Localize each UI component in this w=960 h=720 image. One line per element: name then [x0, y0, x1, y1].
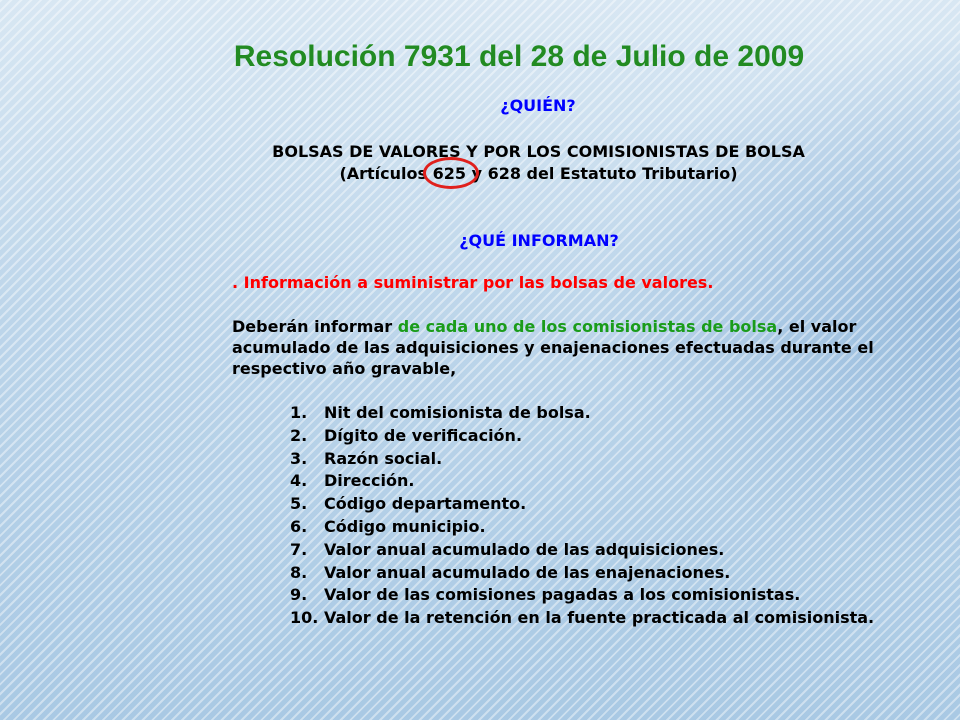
- para-green-text: de cada uno de los comisionistas de bolsa: [397, 317, 778, 336]
- list-item-text: Dirección.: [324, 471, 415, 491]
- list-item-text: Valor anual acumulado de las enajenaciones.: [324, 562, 731, 582]
- list-item: [290, 448, 874, 471]
- list-item-number: 3.: [290, 448, 308, 468]
- list-item-number: 10.: [290, 608, 319, 628]
- articles-prefix: (Artículos: [339, 164, 433, 183]
- que-heading: ¿QUÉ INFORMAN?: [459, 231, 619, 250]
- list-item-number: 8.: [290, 562, 308, 582]
- list-item-number: 2.: [290, 425, 308, 445]
- list-item-text: Nit del comisionista de bolsa.: [324, 403, 591, 422]
- fields-list: [290, 402, 874, 630]
- list-item: [290, 402, 874, 425]
- list-item-text: Código departamento.: [324, 494, 527, 514]
- red-circle-annotation: [423, 157, 479, 189]
- list-item: [290, 425, 874, 448]
- list-item-number: 9.: [290, 585, 308, 605]
- list-item: [290, 607, 874, 630]
- quien-line-2: [117, 163, 960, 185]
- list-item-text: Valor anual acumulado de las adquisiciones.: [324, 539, 725, 559]
- list-item-number: 7.: [290, 539, 308, 559]
- para-suffix: , el valor acumulado de las adquisiciones y enajenaciones efectuadas durante el respectivo año gravable,: [232, 317, 874, 378]
- list-item-number: 5.: [290, 494, 308, 514]
- list-item: [290, 470, 874, 493]
- list-item: [290, 493, 874, 516]
- list-item: [290, 539, 874, 562]
- list-item-text: Código municipio.: [324, 516, 486, 536]
- quien-block: [0, 141, 960, 185]
- para-prefix: Deberán informar: [232, 317, 398, 336]
- circled-article-number: 625: [432, 164, 467, 183]
- quien-heading: ¿QUIÉN?: [500, 96, 576, 115]
- circled-article: [433, 163, 466, 185]
- list-item-text: Razón social.: [324, 448, 443, 468]
- deberan-informar-paragraph: [232, 316, 912, 379]
- list-item: [290, 584, 874, 607]
- articles-suffix: y 628 del Estatuto Tributario): [466, 164, 738, 183]
- list-item-text: Valor de las comisiones pagadas a los comisionistas.: [324, 585, 801, 605]
- quien-line-1: BOLSAS DE VALORES Y POR LOS COMISIONISTAS DE BOLSA: [272, 142, 805, 161]
- list-item-text: Dígito de verificación.: [324, 425, 523, 445]
- list-item: [290, 516, 874, 539]
- list-item-number: 1.: [290, 403, 308, 422]
- list-item-text: Valor de la retención en la fuente practicada al comisionista.: [324, 608, 875, 628]
- list-item-number: 4.: [290, 471, 308, 491]
- slide-title: Resolución 7931 del 28 de Julio de 2009: [233, 40, 805, 73]
- list-item-number: 6.: [290, 516, 308, 536]
- list-item: [290, 562, 874, 585]
- info-bolsas-line: . Información a suministrar por las bolsas de valores.: [232, 273, 714, 292]
